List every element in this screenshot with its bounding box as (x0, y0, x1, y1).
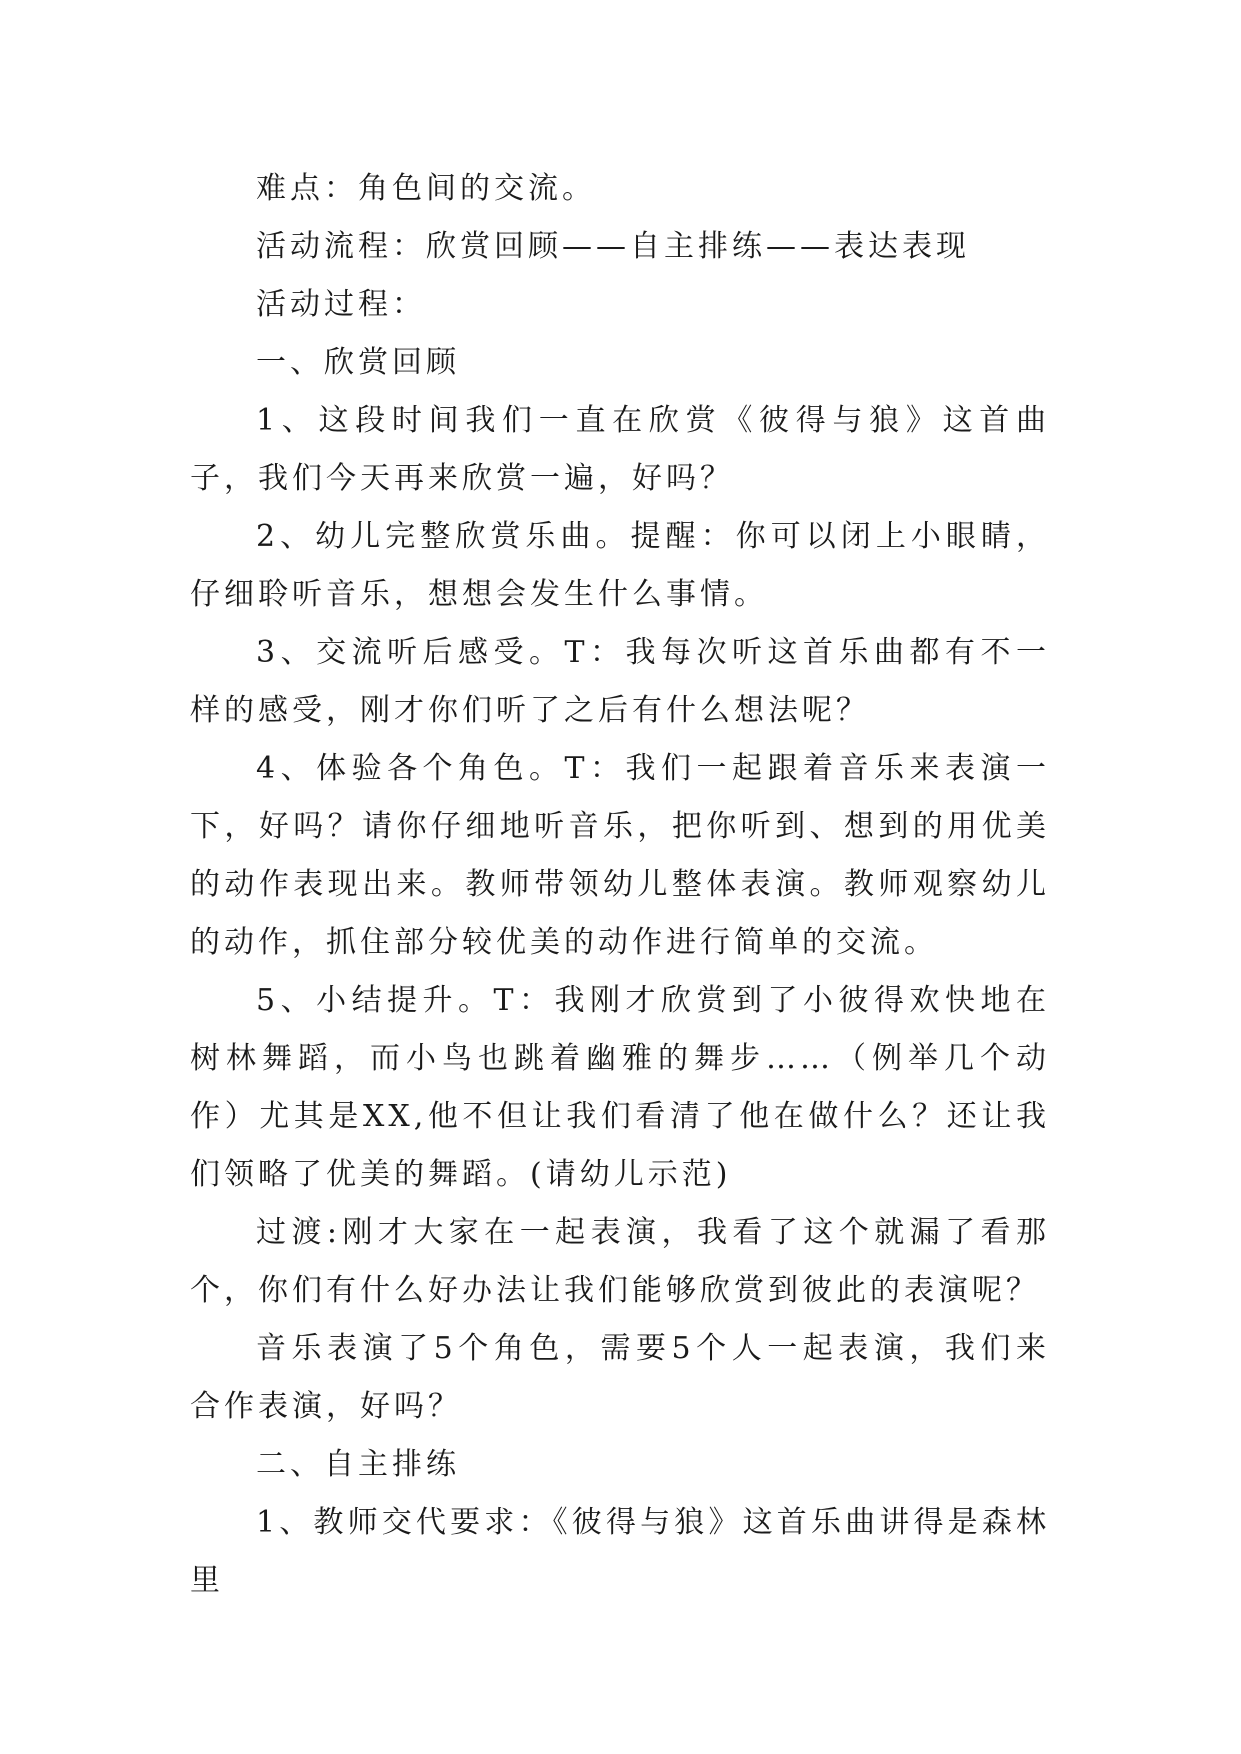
paragraph-roles: 音乐表演了5个角色，需要5个人一起表演，我们来合作表演，好吗？ (190, 1331, 1050, 1424)
paragraph-step-4: 4、体验各个角色。T：我们一起跟着音乐来表演一下，好吗？请你仔细地听音乐，把你听到、想到的用优美的动作表现出来。教师带领幼儿整体表演。教师观察幼儿的动作，抓住部分较优美的动作进行简单的交流。 (190, 751, 1050, 960)
section-heading-self-rehearsal: 二、自主排练 (256, 1447, 460, 1482)
section-heading-appreciation-review: 一、欣赏回顾 (256, 345, 460, 380)
paragraph-activity-flow: 活动流程：欣赏回顾——自主排练——表达表现 (256, 229, 970, 264)
paragraph-transition: 过渡:刚才大家在一起表演，我看了这个就漏了看那个，你们有什么好办法让我们能够欣赏到彼此的表演呢？ (190, 1215, 1050, 1308)
paragraph-difficulty: 难点：角色间的交流。 (256, 171, 596, 206)
paragraph-activity-process: 活动过程： (256, 287, 426, 322)
paragraph-step-1: 1、这段时间我们一直在欣赏《彼得与狼》这首曲子，我们今天再来欣赏一遍，好吗？ (190, 403, 1050, 496)
paragraph-step-5: 5、小结提升。T：我刚才欣赏到了小彼得欢快地在树林舞蹈，而小鸟也跳着幽雅的舞步……（例举几个动作）尤其是XX,他不但让我们看清了他在做什么？还让我们领略了优美的舞蹈。(请幼儿示范) (190, 983, 1050, 1192)
paragraph-step-3: 3、交流听后感受。T：我每次听这首乐曲都有不一样的感受，刚才你们听了之后有什么想法呢？ (190, 635, 1050, 728)
document-page (190, 160, 1050, 1610)
paragraph-step-2: 2、幼儿完整欣赏乐曲。提醒：你可以闭上小眼睛，仔细聆听音乐，想想会发生什么事情。 (190, 519, 1050, 612)
paragraph-rehearsal-step-1: 1、教师交代要求：《彼得与狼》这首乐曲讲得是森林里 (190, 1505, 1050, 1598)
